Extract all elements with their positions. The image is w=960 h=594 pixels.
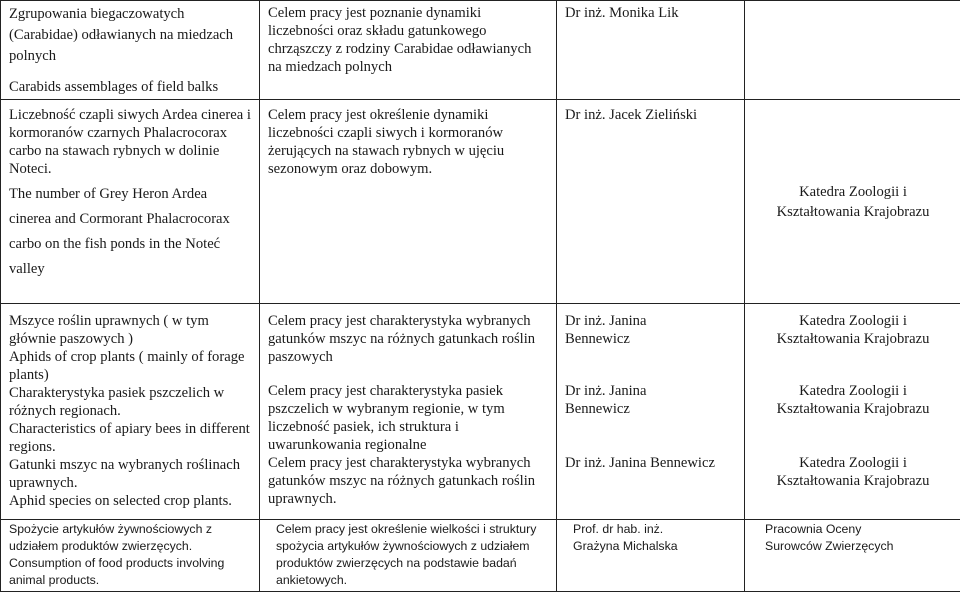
unit-name: Katedra Zoologii i Kształtowania Krajobrazu — [776, 313, 930, 347]
supervisor-cell — [557, 304, 745, 520]
topic-cell — [1, 304, 260, 520]
supervisor-name: Dr inż. Janina Bennewicz — [565, 455, 715, 471]
goal-text: Celem pracy jest charakterystyka wybranych gatunków mszyc na różnych gatunkach roślin uprawnych. — [268, 455, 536, 507]
topic-cell — [1, 100, 260, 304]
supervisor-name: Prof. dr hab. inż. Grażyna Michalska — [573, 522, 678, 553]
topic-title-pl: Gatunki mszyc na wybranych roślinach uprawnych. — [9, 457, 240, 491]
table-row — [1, 1, 960, 100]
supervisor-cell — [557, 100, 745, 304]
topic-title-en: Consumption of food products involving animal products. — [9, 556, 225, 587]
topic-cell — [1, 1, 260, 100]
topic-title-en: The number of Grey Heron Ardea cinerea and Cormorant Phalacrocorax carbo on the fish ponds in the Noteć valley — [9, 186, 230, 277]
goal-text: Celem pracy jest charakterystyka pasiek pszczelich w wybranym regionie, w tym liczebność pasiek, ich struktura i uwarunkowania regionalne — [268, 383, 505, 453]
table-row — [1, 304, 960, 520]
table-row — [1, 520, 960, 592]
goal-cell — [260, 304, 557, 520]
topic-title-en: Aphid species on selected crop plants. — [9, 493, 232, 509]
unit-cell — [745, 304, 960, 520]
table-row — [1, 100, 960, 304]
unit-name: Katedra Zoologii i Kształtowania Krajobrazu — [776, 383, 930, 417]
goal-text: Celem pracy jest określenie wielkości i struktury spożycia artykułów żywnościowych z udziałem produktów zwierzęcych na podstawie badań ankietowych. — [276, 522, 537, 587]
topic-title-pl: Liczebność czapli siwych Ardea cinerea i kormoranów czarnych Phalacrocorax carbo na stawach rybnych w dolinie Noteci. — [9, 107, 251, 177]
supervisor-cell — [557, 520, 745, 592]
supervisor-name: Dr inż. Monika Lik — [565, 5, 679, 21]
goal-cell — [260, 520, 557, 592]
supervisor-name: Dr inż. Jacek Zieliński — [565, 107, 698, 123]
topic-title-pl: Charakterystyka pasiek pszczelich w różnych regionach. — [9, 385, 225, 419]
unit-cell — [745, 100, 960, 304]
goal-cell — [260, 100, 557, 304]
goal-text: Celem pracy jest określenie dynamiki liczebności czapli siwych i kormoranów żerujących na stawach rybnych w ujęciu sezonowym oraz dobowym. — [268, 107, 505, 177]
topic-title-en: Carabids assemblages of field balks — [9, 79, 219, 95]
unit-cell — [745, 520, 960, 592]
topic-title-en: Characteristics of apiary bees in different regions. — [9, 421, 250, 455]
unit-name: Pracownia Oceny Surowców Zwierzęcych — [765, 522, 894, 553]
goal-cell — [260, 1, 557, 100]
topic-title-pl: Mszyce roślin uprawnych ( w tym głównie paszowych ) — [9, 313, 209, 347]
topic-cell — [1, 520, 260, 592]
unit-name: Katedra Zoologii i Kształtowania Krajobrazu — [776, 455, 930, 489]
unit-cell — [745, 1, 960, 100]
supervisor-name: Dr inż. Janina Bennewicz — [565, 313, 647, 347]
supervisor-name: Dr inż. Janina Bennewicz — [565, 383, 647, 417]
unit-name: Katedra Zoologii i Kształtowania Krajobrazu — [776, 184, 930, 220]
goal-text: Celem pracy jest poznanie dynamiki liczebności oraz składu gatunkowego chrząszczy z rodziny Carabidae odławianych na miedzach polnych — [268, 5, 532, 75]
goal-text: Celem pracy jest charakterystyka wybranych gatunków mszyc na różnych gatunkach roślin paszowych — [268, 313, 536, 365]
topic-title-pl: Spożycie artykułów żywnościowych z udziałem produktów zwierzęcych. — [9, 522, 212, 553]
topic-title-pl: Zgrupowania biegaczowatych (Carabidae) odławianych na miedzach polnych — [9, 6, 234, 64]
topic-title-en: Aphids of crop plants ( mainly of forage plants) — [9, 349, 245, 383]
supervisor-cell — [557, 1, 745, 100]
